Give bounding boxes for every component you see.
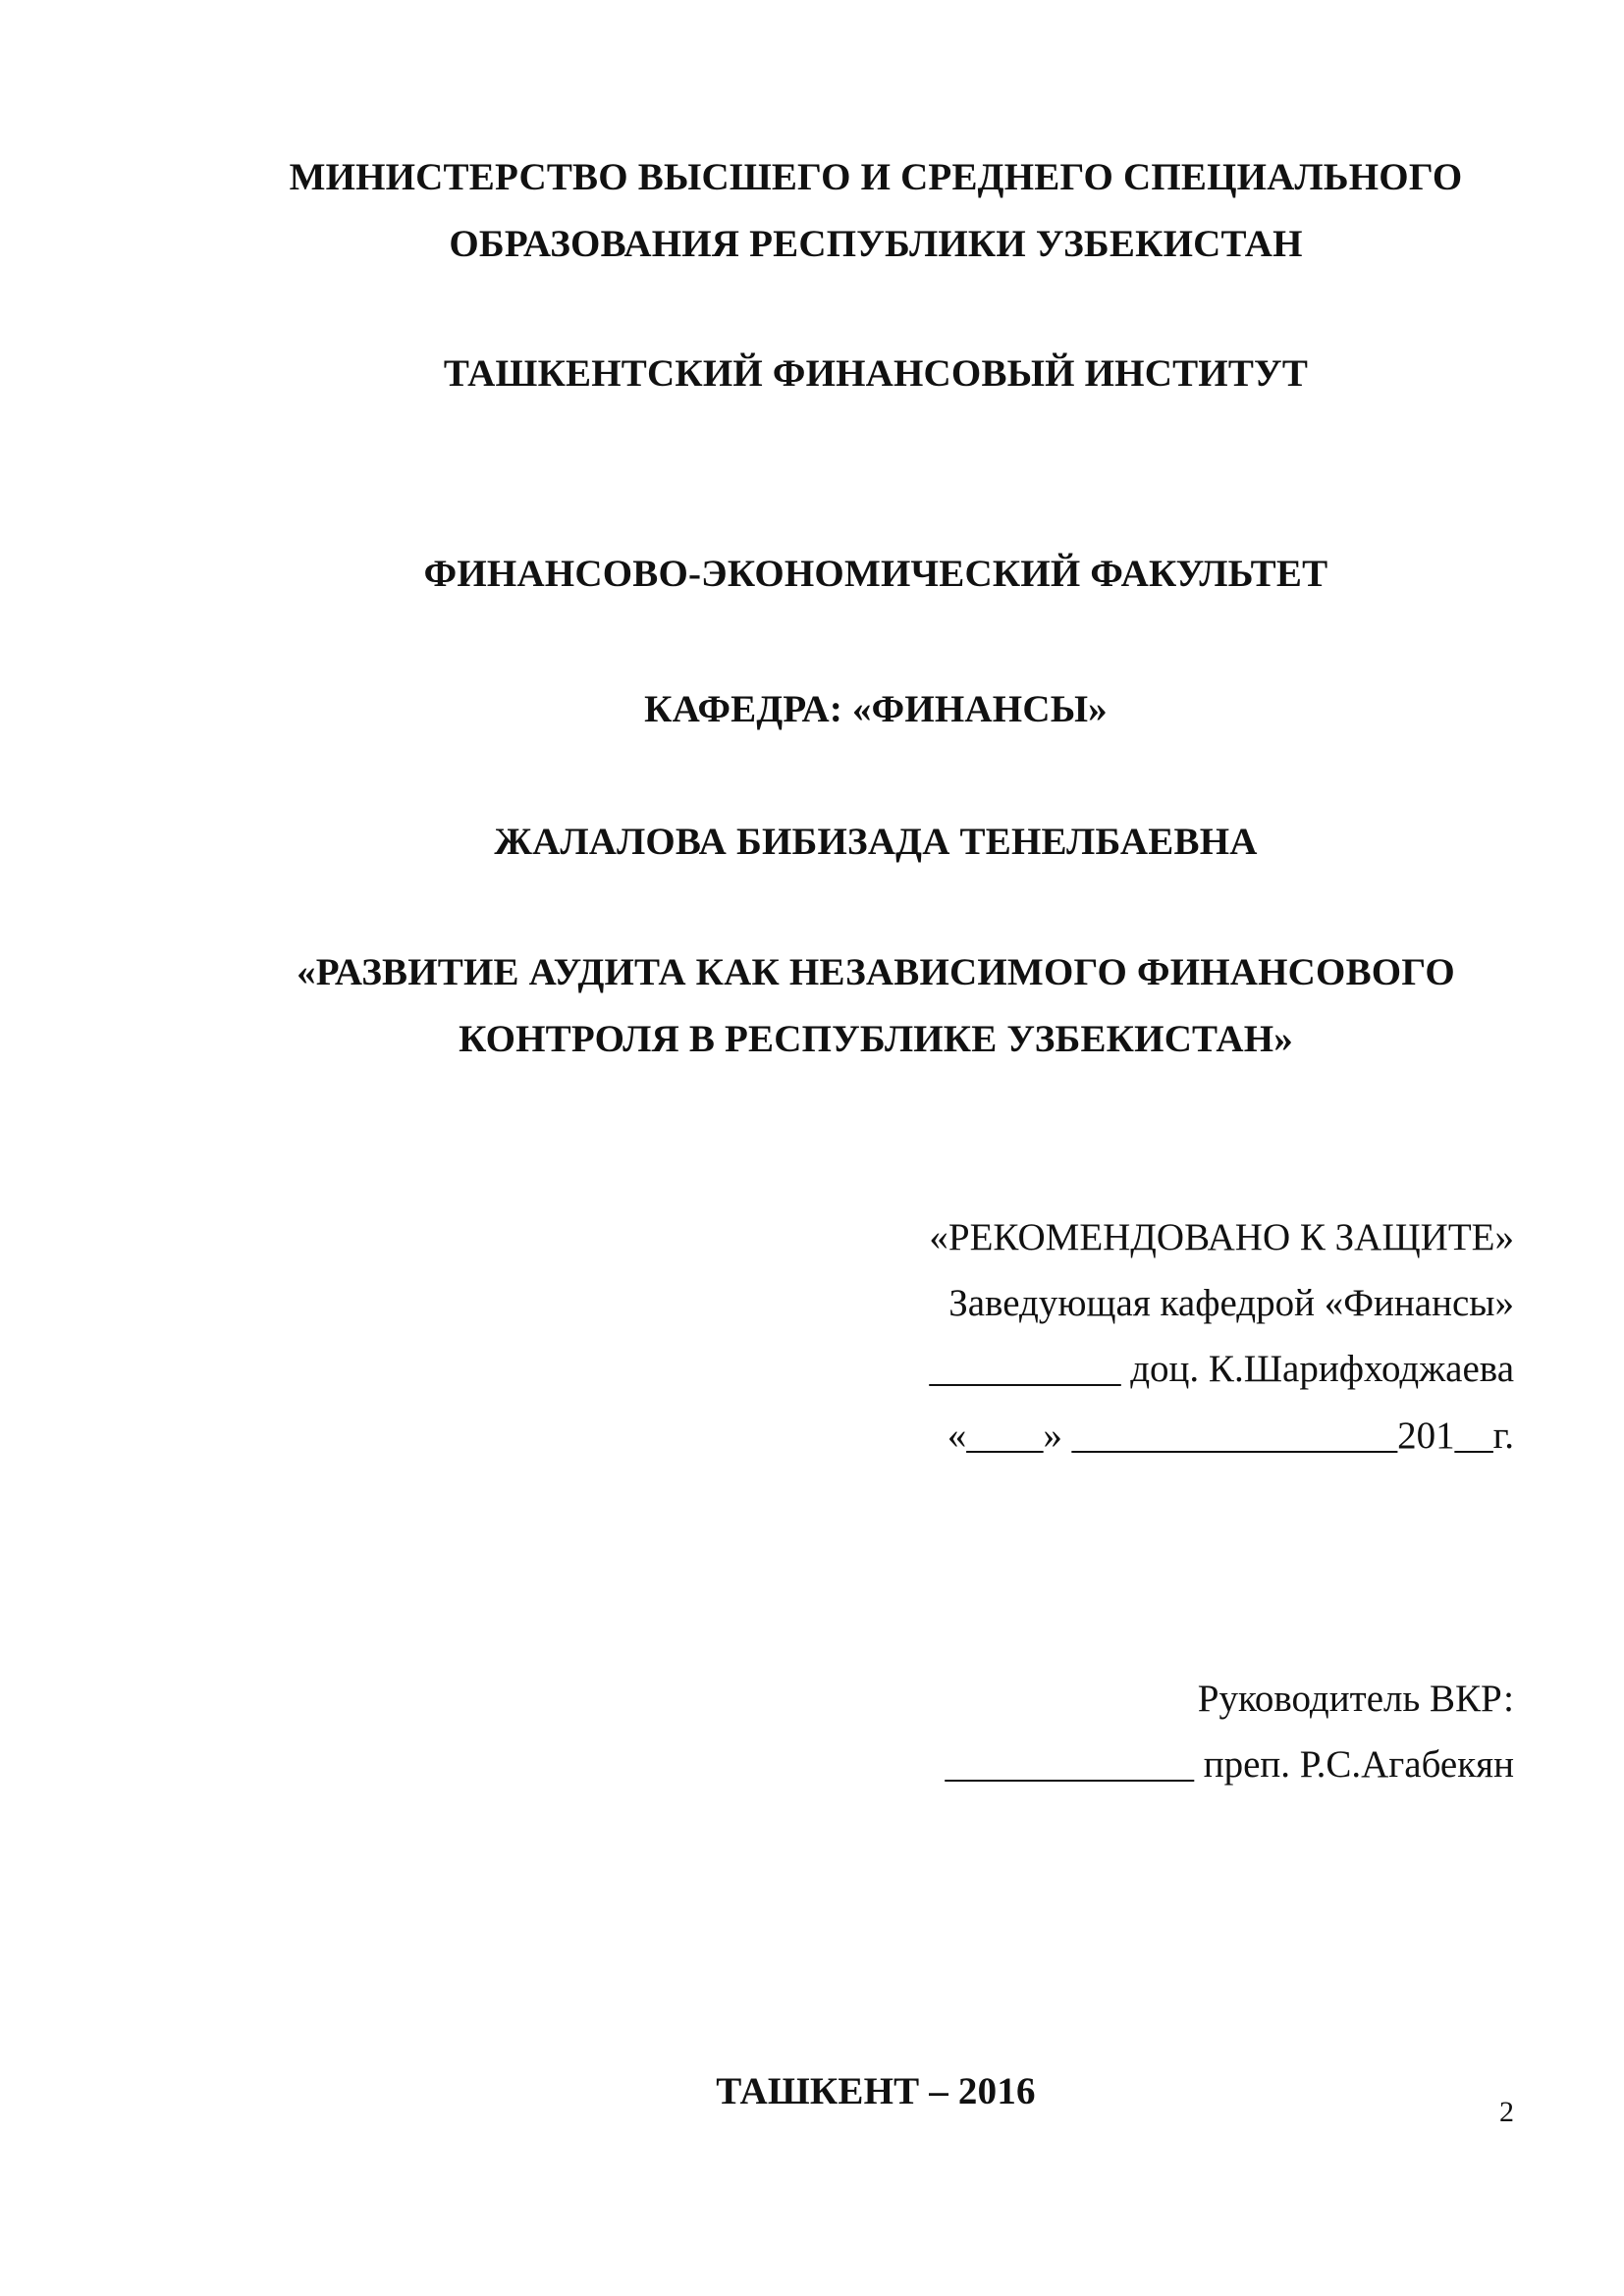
page-number: 2 (1499, 2096, 1514, 2128)
approval-date: «____» _________________201__г. (947, 1415, 1514, 1457)
faculty-name: ФИНАНСОВО-ЭКОНОМИЧЕСКИЙ ФАКУЛЬТЕТ (423, 553, 1328, 595)
approval-position: Заведующая кафедрой «Финансы» (948, 1282, 1514, 1324)
approval-signature: __________ доц. К.Шарифходжаева (929, 1348, 1514, 1390)
ministry-line-1: МИНИСТЕРСТВО ВЫСШЕГО И СРЕДНЕГО СПЕЦИАЛЬНОГО (289, 156, 1463, 198)
department-name: КАФЕДРА: «ФИНАНСЫ» (644, 688, 1108, 730)
approval-label: «РЕКОМЕНДОВАНО К ЗАЩИТЕ» (929, 1216, 1514, 1258)
institute-name: ТАШКЕНТСКИЙ ФИНАНСОВЫЙ ИНСТИТУТ (443, 352, 1309, 395)
author-name: ЖАЛАЛОВА БИБИЗАДА ТЕНЕЛБАЕВНА (494, 821, 1258, 863)
ministry-line-2: ОБРАЗОВАНИЯ РЕСПУБЛИКИ УЗБЕКИСТАН (449, 223, 1303, 265)
thesis-title-line-1: «РАЗВИТИЕ АУДИТА КАК НЕЗАВИСИМОГО ФИНАНСОВОГО (297, 951, 1455, 993)
supervisor-signature: _____________ преп. Р.С.Агабекян (945, 1743, 1514, 1786)
supervisor-label: Руководитель ВКР: (1197, 1678, 1514, 1720)
thesis-title-line-2: КОНТРОЛЯ В РЕСПУБЛИКЕ УЗБЕКИСТАН» (459, 1018, 1293, 1060)
city-year: ТАШКЕНТ – 2016 (716, 2070, 1036, 2112)
